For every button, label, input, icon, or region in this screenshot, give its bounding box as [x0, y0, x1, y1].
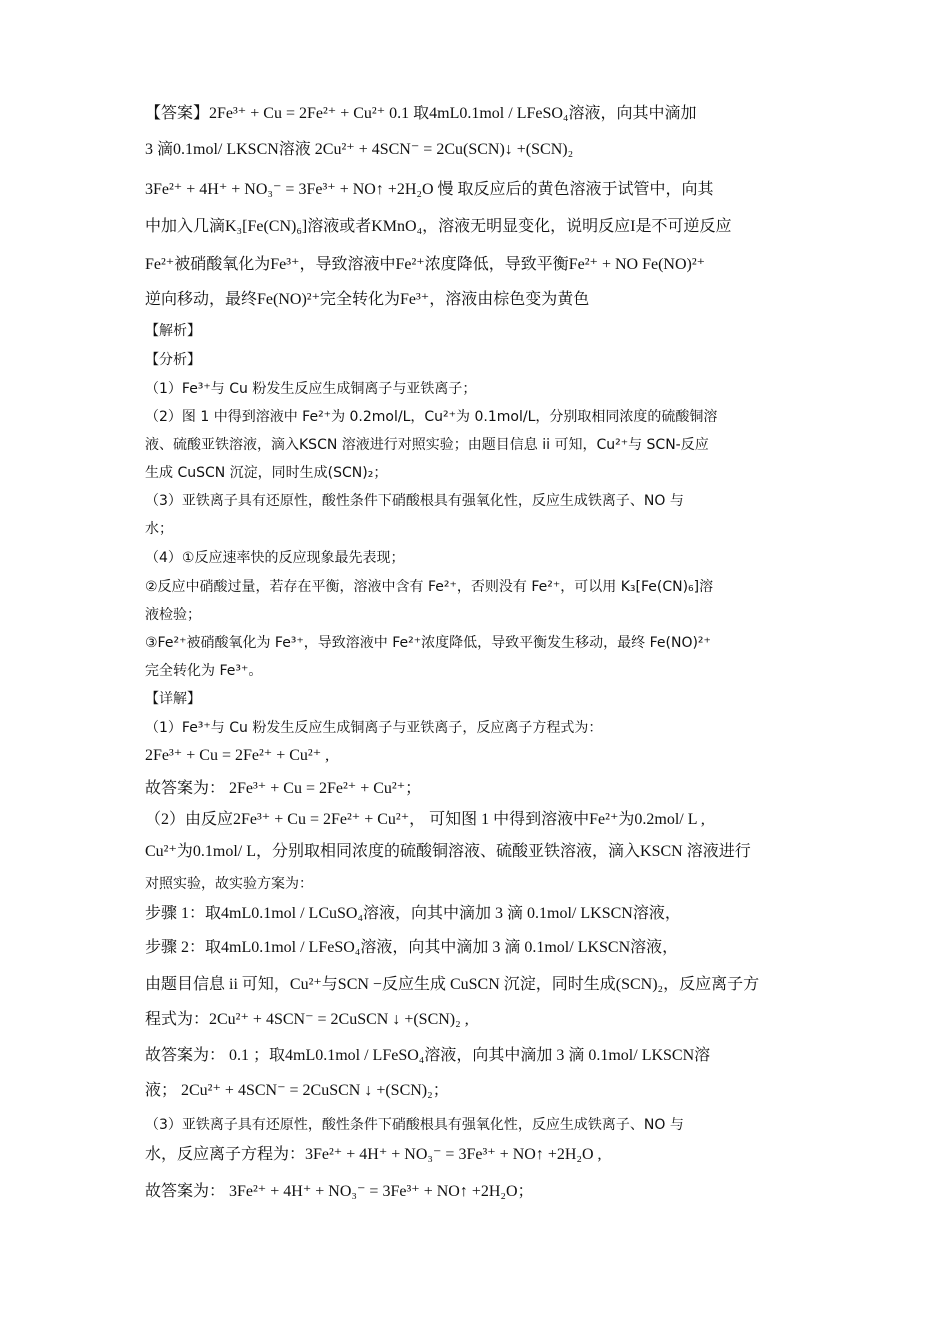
text-line: Cu²⁺为0.1mol/ L，分别取相同浓度的硫酸铜溶液、硫酸亚铁溶液，滴入KSCN 溶液进行	[145, 843, 751, 860]
text-line: 水，反应离子方程为：3Fe²⁺ + 4H⁺ + NO₃⁻ = 3Fe³⁺ + NO↑ +2H₂O ,	[145, 1146, 602, 1163]
text-line: 生成 CuSCN 沉淀，同时生成(SCN)₂；	[145, 465, 388, 481]
text-line: 水；	[145, 521, 173, 537]
text-line: 由题目信息 ii 可知，Cu²⁺与SCN −反应生成 CuSCN 沉淀，同时生成(SCN)₂，反应离子方	[145, 976, 760, 993]
text-line: 液； 2Cu²⁺ + 4SCN⁻ = 2CuSCN ↓ +(SCN)₂；	[145, 1082, 449, 1099]
text-line: 【详解】	[145, 691, 201, 707]
text-line: 故答案为： 3Fe²⁺ + 4H⁺ + NO₃⁻ = 3Fe³⁺ + NO↑ +2H₂O；	[145, 1183, 534, 1200]
text-line: 步骤 2：取4mL0.1mol / LFeSO₄溶液，向其中滴加 3 滴 0.1mol/ LKSCN溶液，	[145, 939, 679, 956]
text-line: （1）Fe³⁺与 Cu 粉发生反应生成铜离子与亚铁离子，反应离子方程式为：	[145, 720, 603, 736]
text-line: （3）亚铁离子具有还原性，酸性条件下硝酸根具有强氧化性，反应生成铁离子、NO 与	[145, 1117, 684, 1133]
text-line: 中加入几滴K₃[Fe(CN)₆]溶液或者KMnO₄，溶液无明显变化，说明反应I是不可逆反应	[145, 218, 732, 235]
text-line: 对照实验，故实验方案为：	[145, 876, 313, 892]
text-line: （1）Fe³⁺与 Cu 粉发生反应生成铜离子与亚铁离子；	[145, 381, 477, 397]
text-line: 【分析】	[145, 352, 201, 368]
text-line: 【解析】	[145, 323, 201, 339]
text-line: ②反应中硝酸过量，若存在平衡，溶液中含有 Fe²⁺，否则没有 Fe²⁺，可以用 K₃[Fe(CN)₆]溶	[145, 579, 714, 595]
text-line: （4）①反应速率快的反应现象最先表现；	[145, 550, 405, 566]
text-line: 2Fe³⁺ + Cu = 2Fe²⁺ + Cu²⁺ ,	[145, 747, 330, 764]
text-line: 步骤 1：取4mL0.1mol / LCuSO₄溶液，向其中滴加 3 滴 0.1mol/ LKSCN溶液，	[145, 905, 681, 922]
text-line: （2）由反应2Fe³⁺ + Cu = 2Fe²⁺ + Cu²⁺， 可知图 1 中得到溶液中Fe²⁺为0.2mol/ L ,	[145, 811, 705, 828]
text-line: 液、硫酸亚铁溶液，滴入KSCN 溶液进行对照实验；由题目信息 ii 可知，Cu²⁺与 SCN-反应	[145, 437, 709, 453]
text-line: 程式为：2Cu²⁺ + 4SCN⁻ = 2CuSCN ↓ +(SCN)₂ ,	[145, 1011, 469, 1028]
text-line: 【答案】2Fe³⁺ + Cu = 2Fe²⁺ + Cu²⁺ 0.1 取4mL0.1mol / LFeSO₄溶液，向其中滴加	[145, 105, 697, 122]
text-line: ③Fe²⁺被硝酸氧化为 Fe³⁺，导致溶液中 Fe²⁺浓度降低，导致平衡发生移动，最终 Fe(NO)²⁺	[145, 635, 711, 651]
text-line: 完全转化为 Fe³⁺。	[145, 663, 263, 679]
text-line: 液检验；	[145, 607, 201, 623]
text-line: 故答案为： 2Fe³⁺ + Cu = 2Fe²⁺ + Cu²⁺；	[145, 780, 422, 797]
text-line: 3 滴0.1mol/ LKSCN溶液 2Cu²⁺ + 4SCN⁻ = 2Cu(SCN)↓ +(SCN)₂	[145, 141, 574, 158]
text-line: Fe²⁺被硝酸氧化为Fe³⁺，导致溶液中Fe²⁺浓度降低，导致平衡Fe²⁺ + NO Fe(NO)²⁺	[145, 256, 706, 273]
text-line: 逆向移动，最终Fe(NO)²⁺完全转化为Fe³⁺，溶液由棕色变为黄色	[145, 291, 590, 308]
text-line: （3）亚铁离子具有还原性，酸性条件下硝酸根具有强氧化性，反应生成铁离子、NO 与	[145, 493, 684, 509]
text-line: 3Fe²⁺ + 4H⁺ + NO₃⁻ = 3Fe³⁺ + NO↑ +2H₂O 慢 取反应后的黄色溶液于试管中，向其	[145, 181, 714, 198]
text-line: （2）图 1 中得到溶液中 Fe²⁺为 0.2mol/L，Cu²⁺为 0.1mol/L，分别取相同浓度的硫酸铜溶	[145, 409, 718, 425]
text-line: 故答案为： 0.1 ；取4mL0.1mol / LFeSO₄溶液，向其中滴加 3 滴 0.1mol/ LKSCN溶	[145, 1047, 711, 1064]
